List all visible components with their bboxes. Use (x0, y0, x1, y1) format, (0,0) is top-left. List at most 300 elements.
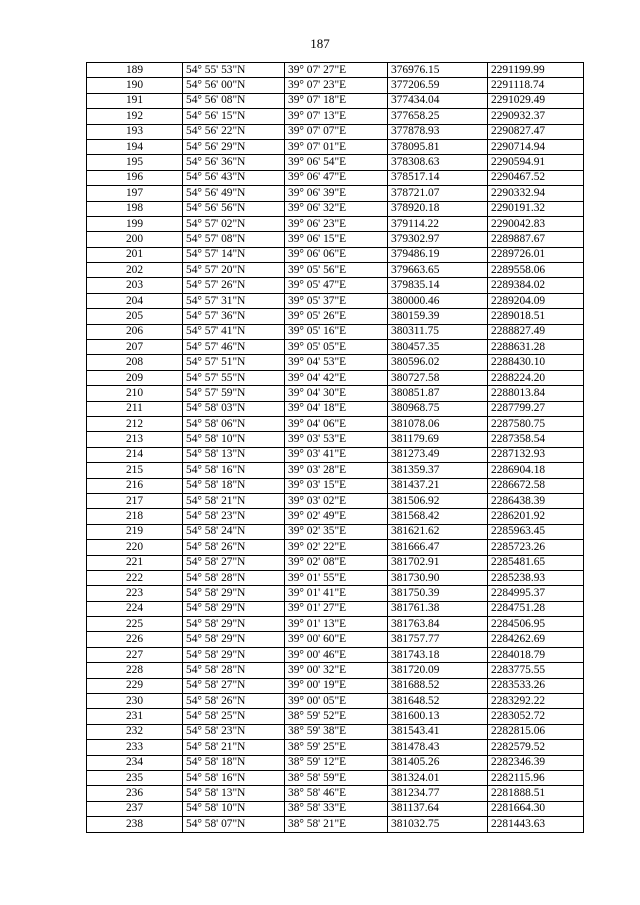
latitude-cell: 54° 58' 07"N (183, 817, 285, 832)
point-number-cell: 220 (87, 540, 183, 555)
y-coordinate-cell: 2282115.96 (488, 770, 584, 785)
longitude-cell: 39° 04' 18"E (285, 401, 388, 416)
table-row (87, 617, 584, 632)
point-number-cell: 190 (87, 78, 183, 93)
longitude-cell: 39° 06' 54"E (285, 155, 388, 170)
x-coordinate-cell: 378095.81 (388, 139, 488, 154)
table-row (87, 386, 584, 401)
point-number-cell: 210 (87, 386, 183, 401)
longitude-cell: 39° 02' 22"E (285, 540, 388, 555)
x-coordinate-cell: 380727.58 (388, 370, 488, 385)
longitude-cell: 39° 06' 06"E (285, 247, 388, 262)
latitude-cell: 54° 57' 02"N (183, 216, 285, 231)
longitude-cell: 39° 03' 53"E (285, 432, 388, 447)
point-number-cell: 233 (87, 740, 183, 755)
point-number-cell: 212 (87, 416, 183, 431)
x-coordinate-cell: 381478.43 (388, 740, 488, 755)
point-number-cell: 194 (87, 139, 183, 154)
point-number-cell: 230 (87, 694, 183, 709)
latitude-cell: 54° 57' 55"N (183, 370, 285, 385)
latitude-cell: 54° 57' 31"N (183, 293, 285, 308)
y-coordinate-cell: 2282815.06 (488, 724, 584, 739)
table-row (87, 370, 584, 385)
table-row (87, 170, 584, 185)
x-coordinate-cell: 380000.46 (388, 293, 488, 308)
point-number-cell: 191 (87, 93, 183, 108)
y-coordinate-cell: 2288224.20 (488, 370, 584, 385)
x-coordinate-cell: 377206.59 (388, 78, 488, 93)
table-row (87, 555, 584, 570)
point-number-cell: 215 (87, 463, 183, 478)
table-row (87, 232, 584, 247)
point-number-cell: 227 (87, 647, 183, 662)
x-coordinate-cell: 381437.21 (388, 478, 488, 493)
x-coordinate-cell: 378308.63 (388, 155, 488, 170)
y-coordinate-cell: 2289726.01 (488, 247, 584, 262)
x-coordinate-cell: 379114.22 (388, 216, 488, 231)
longitude-cell: 39° 00' 60"E (285, 632, 388, 647)
x-coordinate-cell: 381666.47 (388, 540, 488, 555)
x-coordinate-cell: 381324.01 (388, 770, 488, 785)
point-number-cell: 197 (87, 186, 183, 201)
y-coordinate-cell: 2286201.92 (488, 509, 584, 524)
longitude-cell: 39° 07' 23"E (285, 78, 388, 93)
table-row (87, 93, 584, 108)
point-number-cell: 218 (87, 509, 183, 524)
latitude-cell: 54° 58' 16"N (183, 770, 285, 785)
table-row (87, 278, 584, 293)
point-number-cell: 209 (87, 370, 183, 385)
table-row (87, 247, 584, 262)
latitude-cell: 54° 58' 25"N (183, 709, 285, 724)
x-coordinate-cell: 381234.77 (388, 786, 488, 801)
table-row (87, 770, 584, 785)
y-coordinate-cell: 2289887.67 (488, 232, 584, 247)
point-number-cell: 213 (87, 432, 183, 447)
y-coordinate-cell: 2290932.37 (488, 109, 584, 124)
x-coordinate-cell: 379663.65 (388, 263, 488, 278)
longitude-cell: 38° 58' 33"E (285, 801, 388, 816)
longitude-cell: 39° 03' 15"E (285, 478, 388, 493)
point-number-cell: 208 (87, 355, 183, 370)
point-number-cell: 193 (87, 124, 183, 139)
longitude-cell: 39° 02' 08"E (285, 555, 388, 570)
latitude-cell: 54° 57' 59"N (183, 386, 285, 401)
table-row (87, 447, 584, 462)
x-coordinate-cell: 381506.92 (388, 493, 488, 508)
table-row (87, 801, 584, 816)
longitude-cell: 39° 01' 41"E (285, 586, 388, 601)
latitude-cell: 54° 56' 29"N (183, 139, 285, 154)
latitude-cell: 54° 56' 36"N (183, 155, 285, 170)
y-coordinate-cell: 2287358.54 (488, 432, 584, 447)
table-row (87, 601, 584, 616)
x-coordinate-cell: 381179.69 (388, 432, 488, 447)
longitude-cell: 39° 07' 01"E (285, 139, 388, 154)
y-coordinate-cell: 2290594.91 (488, 155, 584, 170)
latitude-cell: 54° 57' 20"N (183, 263, 285, 278)
table-row (87, 694, 584, 709)
longitude-cell: 38° 59' 25"E (285, 740, 388, 755)
longitude-cell: 39° 05' 37"E (285, 293, 388, 308)
y-coordinate-cell: 2283052.72 (488, 709, 584, 724)
x-coordinate-cell: 381743.18 (388, 647, 488, 662)
table-row (87, 416, 584, 431)
longitude-cell: 39° 05' 16"E (285, 324, 388, 339)
x-coordinate-cell: 378721.07 (388, 186, 488, 201)
point-number-cell: 224 (87, 601, 183, 616)
point-number-cell: 199 (87, 216, 183, 231)
x-coordinate-cell: 381078.06 (388, 416, 488, 431)
latitude-cell: 54° 57' 51"N (183, 355, 285, 370)
longitude-cell: 39° 04' 42"E (285, 370, 388, 385)
point-number-cell: 228 (87, 663, 183, 678)
point-number-cell: 204 (87, 293, 183, 308)
point-number-cell: 198 (87, 201, 183, 216)
x-coordinate-cell: 377878.93 (388, 124, 488, 139)
x-coordinate-cell: 381750.39 (388, 586, 488, 601)
latitude-cell: 54° 58' 23"N (183, 509, 285, 524)
table-row (87, 524, 584, 539)
longitude-cell: 38° 59' 52"E (285, 709, 388, 724)
x-coordinate-cell: 381543.41 (388, 724, 488, 739)
point-number-cell: 225 (87, 617, 183, 632)
longitude-cell: 39° 02' 49"E (285, 509, 388, 524)
table-row (87, 478, 584, 493)
x-coordinate-cell: 381137.64 (388, 801, 488, 816)
latitude-cell: 54° 58' 10"N (183, 432, 285, 447)
point-number-cell: 207 (87, 340, 183, 355)
x-coordinate-cell: 381702.91 (388, 555, 488, 570)
longitude-cell: 39° 03' 41"E (285, 447, 388, 462)
table-row (87, 355, 584, 370)
x-coordinate-cell: 381621.62 (388, 524, 488, 539)
point-number-cell: 214 (87, 447, 183, 462)
latitude-cell: 54° 58' 21"N (183, 493, 285, 508)
latitude-cell: 54° 58' 24"N (183, 524, 285, 539)
latitude-cell: 54° 56' 22"N (183, 124, 285, 139)
table-row (87, 324, 584, 339)
latitude-cell: 54° 56' 15"N (183, 109, 285, 124)
latitude-cell: 54° 58' 29"N (183, 617, 285, 632)
x-coordinate-cell: 381648.52 (388, 694, 488, 709)
latitude-cell: 54° 58' 13"N (183, 447, 285, 462)
point-number-cell: 223 (87, 586, 183, 601)
y-coordinate-cell: 2285723.26 (488, 540, 584, 555)
y-coordinate-cell: 2286438.39 (488, 493, 584, 508)
y-coordinate-cell: 2290827.47 (488, 124, 584, 139)
table-row (87, 632, 584, 647)
y-coordinate-cell: 2283533.26 (488, 678, 584, 693)
y-coordinate-cell: 2288827.49 (488, 324, 584, 339)
table-row (87, 186, 584, 201)
x-coordinate-cell: 381730.90 (388, 570, 488, 585)
latitude-cell: 54° 57' 46"N (183, 340, 285, 355)
point-number-cell: 219 (87, 524, 183, 539)
table-row (87, 309, 584, 324)
y-coordinate-cell: 2291029.49 (488, 93, 584, 108)
table-row (87, 293, 584, 308)
point-number-cell: 231 (87, 709, 183, 724)
y-coordinate-cell: 2287580.75 (488, 416, 584, 431)
longitude-cell: 39° 00' 19"E (285, 678, 388, 693)
point-number-cell: 216 (87, 478, 183, 493)
y-coordinate-cell: 2285963.45 (488, 524, 584, 539)
latitude-cell: 54° 57' 36"N (183, 309, 285, 324)
point-number-cell: 195 (87, 155, 183, 170)
longitude-cell: 39° 05' 47"E (285, 278, 388, 293)
latitude-cell: 54° 56' 00"N (183, 78, 285, 93)
point-number-cell: 211 (87, 401, 183, 416)
table-row (87, 786, 584, 801)
longitude-cell: 39° 05' 56"E (285, 263, 388, 278)
latitude-cell: 54° 57' 08"N (183, 232, 285, 247)
point-number-cell: 217 (87, 493, 183, 508)
latitude-cell: 54° 58' 18"N (183, 478, 285, 493)
table-row (87, 109, 584, 124)
longitude-cell: 38° 59' 38"E (285, 724, 388, 739)
y-coordinate-cell: 2281888.51 (488, 786, 584, 801)
table-row (87, 755, 584, 770)
longitude-cell: 39° 01' 55"E (285, 570, 388, 585)
latitude-cell: 54° 58' 18"N (183, 755, 285, 770)
x-coordinate-cell: 381600.13 (388, 709, 488, 724)
latitude-cell: 54° 58' 29"N (183, 647, 285, 662)
y-coordinate-cell: 2282346.39 (488, 755, 584, 770)
longitude-cell: 38° 58' 21"E (285, 817, 388, 832)
longitude-cell: 39° 01' 13"E (285, 617, 388, 632)
table-row (87, 817, 584, 832)
longitude-cell: 39° 06' 32"E (285, 201, 388, 216)
point-number-cell: 229 (87, 678, 183, 693)
latitude-cell: 54° 56' 56"N (183, 201, 285, 216)
y-coordinate-cell: 2287799.27 (488, 401, 584, 416)
y-coordinate-cell: 2284506.95 (488, 617, 584, 632)
coordinates-table (86, 62, 584, 833)
table-row (87, 493, 584, 508)
table-row (87, 663, 584, 678)
x-coordinate-cell: 378920.18 (388, 201, 488, 216)
table-row (87, 78, 584, 93)
table-row (87, 124, 584, 139)
longitude-cell: 39° 07' 18"E (285, 93, 388, 108)
x-coordinate-cell: 381273.49 (388, 447, 488, 462)
x-coordinate-cell: 380968.75 (388, 401, 488, 416)
longitude-cell: 38° 58' 46"E (285, 786, 388, 801)
table-row (87, 724, 584, 739)
longitude-cell: 39° 07' 07"E (285, 124, 388, 139)
longitude-cell: 39° 05' 05"E (285, 340, 388, 355)
longitude-cell: 39° 02' 35"E (285, 524, 388, 539)
latitude-cell: 54° 58' 27"N (183, 678, 285, 693)
y-coordinate-cell: 2282579.52 (488, 740, 584, 755)
longitude-cell: 39° 06' 47"E (285, 170, 388, 185)
longitude-cell: 39° 07' 27"E (285, 63, 388, 78)
table-row (87, 155, 584, 170)
point-number-cell: 232 (87, 724, 183, 739)
y-coordinate-cell: 2286904.18 (488, 463, 584, 478)
x-coordinate-cell: 381763.84 (388, 617, 488, 632)
table-row (87, 740, 584, 755)
y-coordinate-cell: 2291199.99 (488, 63, 584, 78)
y-coordinate-cell: 2288631.28 (488, 340, 584, 355)
longitude-cell: 38° 58' 59"E (285, 770, 388, 785)
table-row (87, 570, 584, 585)
x-coordinate-cell: 381032.75 (388, 817, 488, 832)
table-row (87, 678, 584, 693)
point-number-cell: 196 (87, 170, 183, 185)
point-number-cell: 237 (87, 801, 183, 816)
table-row (87, 540, 584, 555)
y-coordinate-cell: 2290191.32 (488, 201, 584, 216)
longitude-cell: 39° 00' 32"E (285, 663, 388, 678)
x-coordinate-cell: 378517.14 (388, 170, 488, 185)
point-number-cell: 206 (87, 324, 183, 339)
latitude-cell: 54° 58' 10"N (183, 801, 285, 816)
x-coordinate-cell: 381757.77 (388, 632, 488, 647)
y-coordinate-cell: 2284995.37 (488, 586, 584, 601)
latitude-cell: 54° 58' 29"N (183, 586, 285, 601)
latitude-cell: 54° 58' 21"N (183, 740, 285, 755)
x-coordinate-cell: 380311.75 (388, 324, 488, 339)
x-coordinate-cell: 380159.39 (388, 309, 488, 324)
table-row (87, 586, 584, 601)
y-coordinate-cell: 2288013.84 (488, 386, 584, 401)
x-coordinate-cell: 380596.02 (388, 355, 488, 370)
y-coordinate-cell: 2289558.06 (488, 263, 584, 278)
latitude-cell: 54° 57' 41"N (183, 324, 285, 339)
coordinates-table-body (87, 63, 584, 833)
x-coordinate-cell: 381359.37 (388, 463, 488, 478)
x-coordinate-cell: 380851.87 (388, 386, 488, 401)
table-row (87, 263, 584, 278)
x-coordinate-cell: 381761.38 (388, 601, 488, 616)
y-coordinate-cell: 2289384.02 (488, 278, 584, 293)
latitude-cell: 54° 58' 06"N (183, 416, 285, 431)
longitude-cell: 39° 00' 46"E (285, 647, 388, 662)
latitude-cell: 54° 57' 14"N (183, 247, 285, 262)
latitude-cell: 54° 58' 29"N (183, 632, 285, 647)
y-coordinate-cell: 2283775.55 (488, 663, 584, 678)
latitude-cell: 54° 58' 16"N (183, 463, 285, 478)
y-coordinate-cell: 2285481.65 (488, 555, 584, 570)
longitude-cell: 39° 00' 05"E (285, 694, 388, 709)
longitude-cell: 39° 03' 02"E (285, 493, 388, 508)
y-coordinate-cell: 2284018.79 (488, 647, 584, 662)
longitude-cell: 39° 04' 06"E (285, 416, 388, 431)
latitude-cell: 54° 56' 43"N (183, 170, 285, 185)
latitude-cell: 54° 58' 28"N (183, 663, 285, 678)
x-coordinate-cell: 377434.04 (388, 93, 488, 108)
y-coordinate-cell: 2290332.94 (488, 186, 584, 201)
y-coordinate-cell: 2285238.93 (488, 570, 584, 585)
point-number-cell: 234 (87, 755, 183, 770)
point-number-cell: 203 (87, 278, 183, 293)
point-number-cell: 221 (87, 555, 183, 570)
y-coordinate-cell: 2289204.09 (488, 293, 584, 308)
point-number-cell: 235 (87, 770, 183, 785)
longitude-cell: 39° 04' 30"E (285, 386, 388, 401)
x-coordinate-cell: 381568.42 (388, 509, 488, 524)
y-coordinate-cell: 2289018.51 (488, 309, 584, 324)
table-row (87, 463, 584, 478)
x-coordinate-cell: 381720.09 (388, 663, 488, 678)
longitude-cell: 39° 04' 53"E (285, 355, 388, 370)
y-coordinate-cell: 2286672.58 (488, 478, 584, 493)
table-row (87, 201, 584, 216)
y-coordinate-cell: 2288430.10 (488, 355, 584, 370)
latitude-cell: 54° 57' 26"N (183, 278, 285, 293)
latitude-cell: 54° 58' 26"N (183, 694, 285, 709)
point-number-cell: 226 (87, 632, 183, 647)
y-coordinate-cell: 2290042.83 (488, 216, 584, 231)
latitude-cell: 54° 58' 27"N (183, 555, 285, 570)
page-number: 187 (310, 36, 330, 51)
longitude-cell: 39° 03' 28"E (285, 463, 388, 478)
x-coordinate-cell: 381405.26 (388, 755, 488, 770)
table-row (87, 63, 584, 78)
longitude-cell: 39° 01' 27"E (285, 601, 388, 616)
x-coordinate-cell: 381688.52 (388, 678, 488, 693)
latitude-cell: 54° 58' 28"N (183, 570, 285, 585)
point-number-cell: 222 (87, 570, 183, 585)
table-row (87, 509, 584, 524)
point-number-cell: 238 (87, 817, 183, 832)
x-coordinate-cell: 380457.35 (388, 340, 488, 355)
longitude-cell: 38° 59' 12"E (285, 755, 388, 770)
point-number-cell: 189 (87, 63, 183, 78)
x-coordinate-cell: 377658.25 (388, 109, 488, 124)
x-coordinate-cell: 376976.15 (388, 63, 488, 78)
point-number-cell: 236 (87, 786, 183, 801)
y-coordinate-cell: 2291118.74 (488, 78, 584, 93)
latitude-cell: 54° 58' 03"N (183, 401, 285, 416)
longitude-cell: 39° 06' 15"E (285, 232, 388, 247)
table-row (87, 216, 584, 231)
table-row (87, 432, 584, 447)
y-coordinate-cell: 2281443.63 (488, 817, 584, 832)
longitude-cell: 39° 05' 26"E (285, 309, 388, 324)
point-number-cell: 192 (87, 109, 183, 124)
table-row (87, 139, 584, 154)
longitude-cell: 39° 06' 23"E (285, 216, 388, 231)
latitude-cell: 54° 56' 49"N (183, 186, 285, 201)
longitude-cell: 39° 07' 13"E (285, 109, 388, 124)
y-coordinate-cell: 2284751.28 (488, 601, 584, 616)
x-coordinate-cell: 379486.19 (388, 247, 488, 262)
table-row (87, 647, 584, 662)
latitude-cell: 54° 58' 23"N (183, 724, 285, 739)
point-number-cell: 200 (87, 232, 183, 247)
table-row (87, 709, 584, 724)
point-number-cell: 205 (87, 309, 183, 324)
latitude-cell: 54° 58' 13"N (183, 786, 285, 801)
table-row (87, 401, 584, 416)
point-number-cell: 202 (87, 263, 183, 278)
y-coordinate-cell: 2281664.30 (488, 801, 584, 816)
y-coordinate-cell: 2284262.69 (488, 632, 584, 647)
y-coordinate-cell: 2290467.52 (488, 170, 584, 185)
latitude-cell: 54° 58' 29"N (183, 601, 285, 616)
table-row (87, 340, 584, 355)
y-coordinate-cell: 2290714.94 (488, 139, 584, 154)
latitude-cell: 54° 55' 53"N (183, 63, 285, 78)
y-coordinate-cell: 2283292.22 (488, 694, 584, 709)
latitude-cell: 54° 58' 26"N (183, 540, 285, 555)
latitude-cell: 54° 56' 08"N (183, 93, 285, 108)
point-number-cell: 201 (87, 247, 183, 262)
y-coordinate-cell: 2287132.93 (488, 447, 584, 462)
